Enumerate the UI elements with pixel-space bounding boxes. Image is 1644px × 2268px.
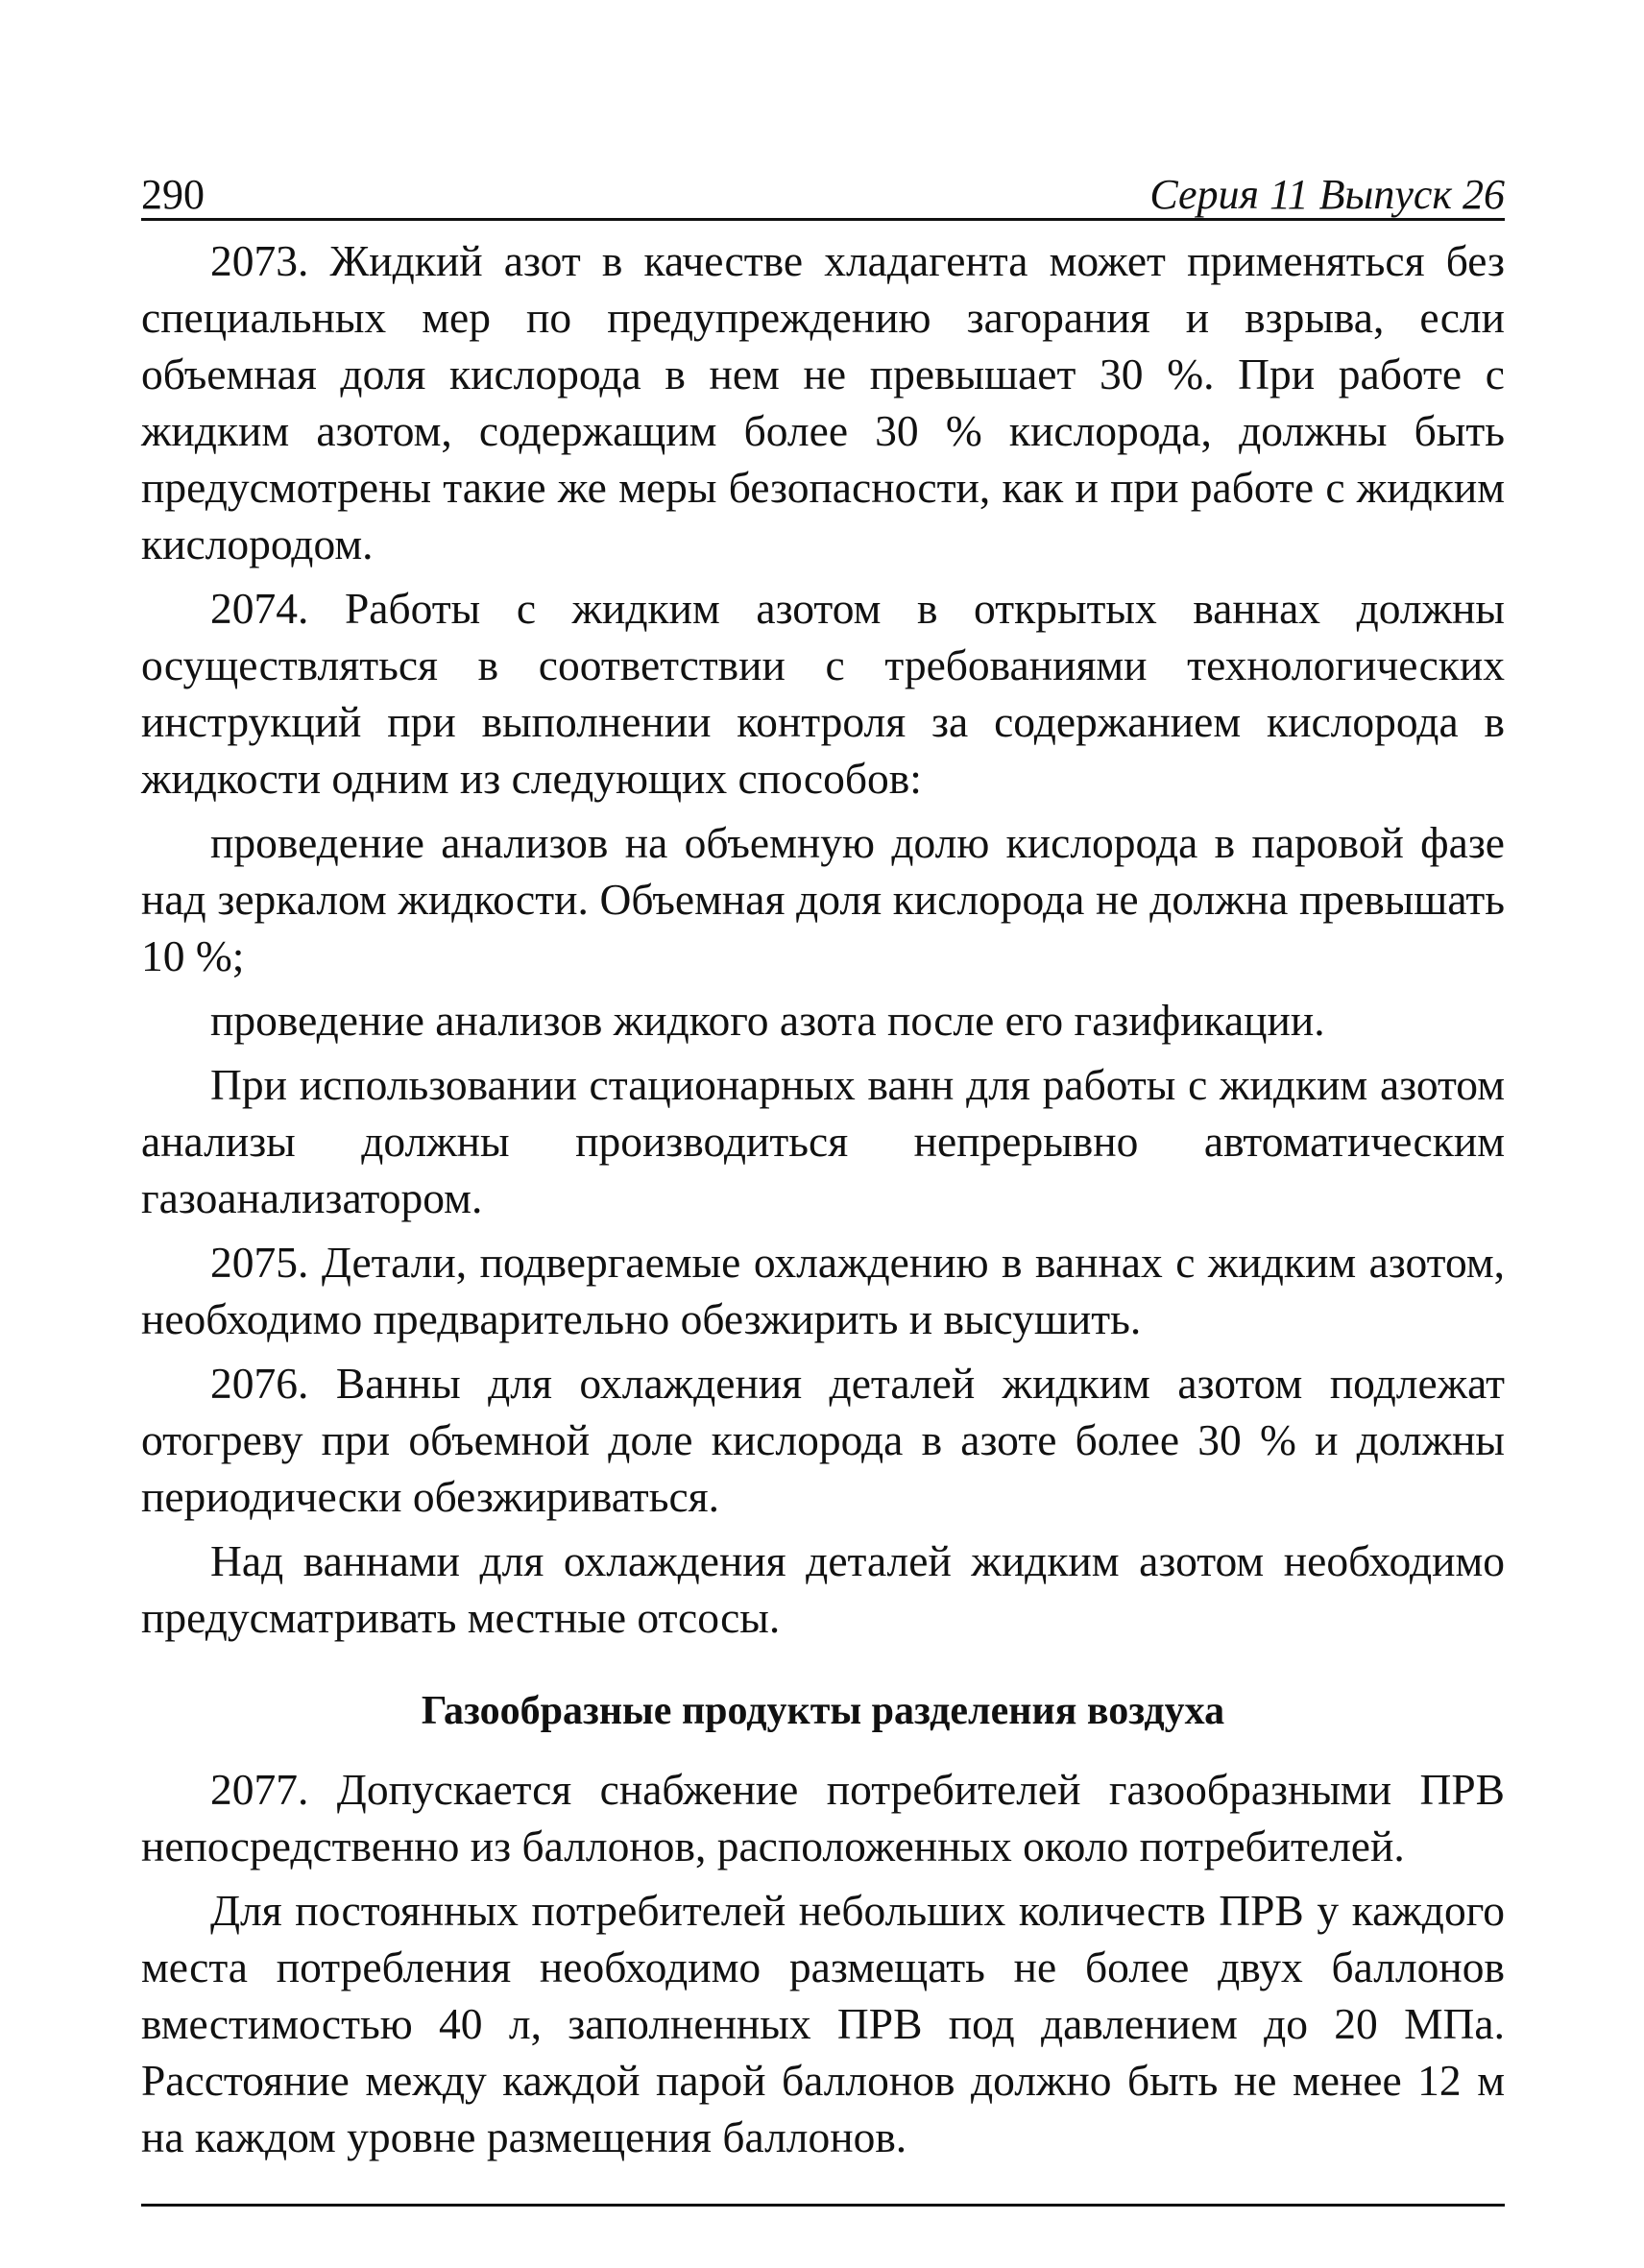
- paragraph-2074: 2074. Работы с жидким азотом в открытых ваннах должны осуществляться в соответствии с требованиями технологических инструкций при выполнении контроля за содержанием кислорода в жидкости одним из следующих способов:: [141, 584, 1505, 803]
- paragraph-2076: 2076. Ванны для охлаждения деталей жидким азотом подлежат отогреву при объемной доле кислорода в азоте более 30 % и должны периодически обезжириваться.: [141, 1359, 1505, 1521]
- running-head: Серия 11 Выпуск 26: [1149, 171, 1505, 218]
- section-heading: Газообразные продукты разделения воздуха: [421, 1689, 1225, 1733]
- paragraph-2075: 2075. Детали, подвергаемые охлаждению в ваннах с жидким азотом, необходимо предварительно обезжирить и высушить.: [141, 1238, 1505, 1343]
- page-number: 290: [141, 171, 205, 218]
- paragraph-2077: 2077. Допускается снабжение потребителей газообразными ПРВ непосредственно из баллонов, расположенных около потребителей.: [141, 1765, 1505, 1870]
- document-page: [141, 158, 1505, 2207]
- paragraph-method-gasification: проведение анализов жидкого азота после его газификации.: [210, 996, 1325, 1045]
- body-text: [141, 232, 1505, 2165]
- paragraph-2073: 2073. Жидкий азот в качестве хладагента может применяться без специальных мер по предупреждению загорания и взрыва, если объемная доля кислорода в нем не превышает 30 %. При работе с жидким азотом, содержащим более 30 % кислорода, должны быть предусмотрены такие же меры безопасности, как и при работе с жидким кислородом.: [141, 236, 1505, 568]
- paragraph-method-vapor: проведение анализов на объемную долю кислорода в паровой фазе над зеркалом жидкости. Объемная доля кислорода не должна превышать 10 %;: [141, 818, 1505, 980]
- paragraph-stationary-baths: При использовании стационарных ванн для работы с жидким азотом анализы должны производиться непрерывно автоматическим газоанализатором.: [141, 1060, 1505, 1222]
- paragraph-permanent-consumers: Для постоянных потребителей небольших количеств ПРВ у каждого места потребления необходимо размещать не более двух баллонов вместимостью 40 л, заполненных ПРВ под давлением до 20 МПа. Расстояние между каждой парой баллонов должно быть не менее 12 м на каждом уровне размещения баллонов.: [141, 1886, 1505, 2161]
- paragraph-local-exhaust: Над ваннами для охлаждения деталей жидким азотом необходимо предусматривать местные отсосы.: [141, 1536, 1505, 1642]
- footer-rule: [141, 2204, 1505, 2207]
- page-header: [141, 158, 1505, 221]
